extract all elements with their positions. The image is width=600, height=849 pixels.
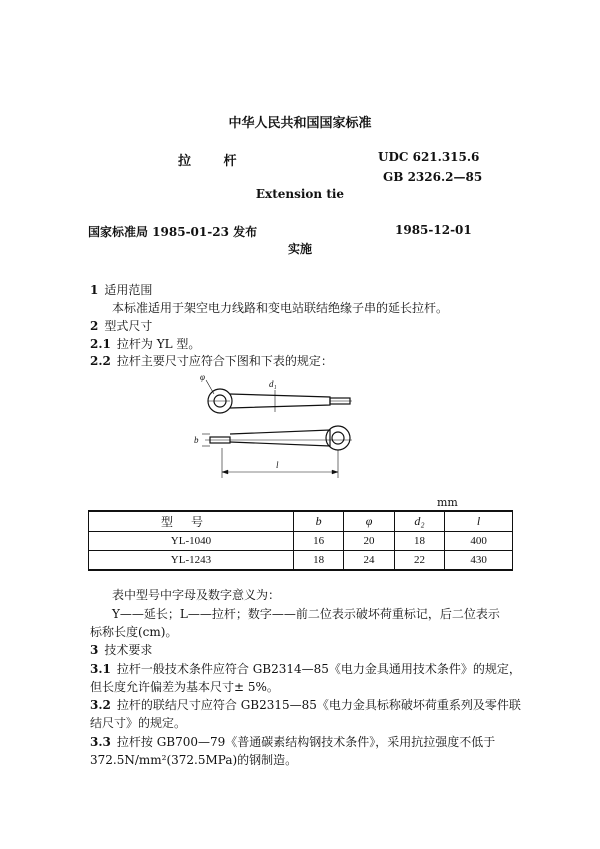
cell-b: 16 — [293, 532, 343, 551]
rod-body-top — [230, 394, 330, 408]
header-l: l — [445, 511, 513, 532]
l-label: l — [276, 460, 279, 470]
section-number: 3.2 — [90, 698, 111, 712]
cell-model: YL-1040 — [89, 532, 294, 551]
section-text: 拉杆一般技术条件应符合 GB2314—85《电力金具通用技术条件》的规定， — [116, 662, 521, 676]
section-title: 型式尺寸 — [104, 319, 153, 333]
gb-number: GB 2326.2—85 — [383, 170, 483, 184]
table-row — [89, 551, 513, 571]
section-number: 3 — [90, 643, 99, 657]
section-3-2-line2: 结尺寸》的规定。 — [90, 716, 187, 730]
implement-date: 1985-12-01 — [395, 223, 472, 237]
table-header-row — [89, 511, 513, 532]
header-d2: d₂ — [394, 511, 444, 532]
cell-l: 430 — [445, 551, 513, 571]
section-3-3-line1 — [90, 733, 495, 750]
section-text: 拉杆主要尺寸应符合下图和下表的规定： — [116, 354, 333, 368]
section-text: 拉杆为 YL 型。 — [116, 337, 201, 351]
cell-d2: 22 — [394, 551, 444, 571]
section-1-heading — [90, 281, 152, 298]
section-1-text: 本标准适用于架空电力线路和变电站联结绝缘子串的延长拉杆。 — [112, 301, 449, 315]
rod-body-bottom — [230, 430, 330, 446]
section-text: 拉杆的联结尺寸应符合 GB2315—85《电力金具标称破坏荷重系列及零件联 — [116, 698, 521, 712]
section-title: 技术要求 — [104, 643, 153, 657]
section-number: 1 — [90, 283, 99, 297]
notes-intro: 表中型号中字母及数字意义为： — [112, 588, 281, 602]
cell-model: YL-1243 — [89, 551, 294, 571]
b-label: b — [194, 435, 199, 445]
issuer-line: 国家标准局 1985-01-23 发布 — [88, 225, 258, 239]
dimension-table — [88, 510, 513, 571]
section-number: 2.1 — [90, 337, 111, 351]
header-b: b — [293, 511, 343, 532]
section-2-2 — [90, 352, 333, 369]
cell-d2: 18 — [394, 532, 444, 551]
section-number: 2 — [90, 319, 99, 333]
section-number: 2.2 — [90, 354, 111, 368]
cell-phi: 20 — [344, 532, 394, 551]
header-phi: φ — [344, 511, 394, 532]
eye-hole-bottom — [332, 432, 344, 444]
phi-leader — [206, 380, 214, 394]
udc-number: UDC 621.315.6 — [378, 150, 480, 164]
section-3-heading — [90, 641, 152, 658]
section-number: 3.3 — [90, 735, 111, 749]
phi-label: φ — [200, 372, 205, 382]
extension-tie-drawing — [180, 370, 360, 482]
section-3-3-line2: 372.5N/mm²(372.5MPa)的钢制造。 — [90, 753, 298, 767]
section-text: 拉杆按 GB700—79《普通碳素结构钢技术条件》，采用抗拉强度不低于 — [116, 735, 496, 749]
implement-label: 实施 — [287, 242, 312, 256]
section-number: 3.1 — [90, 662, 111, 676]
section-title: 适用范围 — [104, 283, 153, 297]
standard-title: 中华人民共和国国家标准 — [228, 116, 372, 131]
cell-l: 400 — [445, 532, 513, 551]
section-3-1-line1 — [90, 660, 521, 677]
standard-name-cn: 拉 杆 — [178, 154, 251, 169]
d1-label: d₁ — [269, 379, 277, 389]
standard-name-en: Extension tie — [255, 187, 345, 201]
section-3-1-line2: 但长度允许偏差为基本尺寸± 5%。 — [90, 680, 279, 694]
section-3-2-line1 — [90, 696, 521, 713]
table-row — [89, 532, 513, 551]
notes-meaning-line2: 标称长度(cm)。 — [90, 625, 178, 639]
notes-meaning-line1: Y——延长；L——拉杆；数字——前二位表示破坏荷重标记，后二位表示 — [112, 607, 500, 621]
cell-b: 18 — [293, 551, 343, 571]
unit-label: mm — [437, 496, 458, 509]
cell-phi: 24 — [344, 551, 394, 571]
section-2-1 — [90, 335, 200, 352]
header-model: 型号 — [89, 511, 294, 532]
section-2-heading — [90, 317, 152, 334]
